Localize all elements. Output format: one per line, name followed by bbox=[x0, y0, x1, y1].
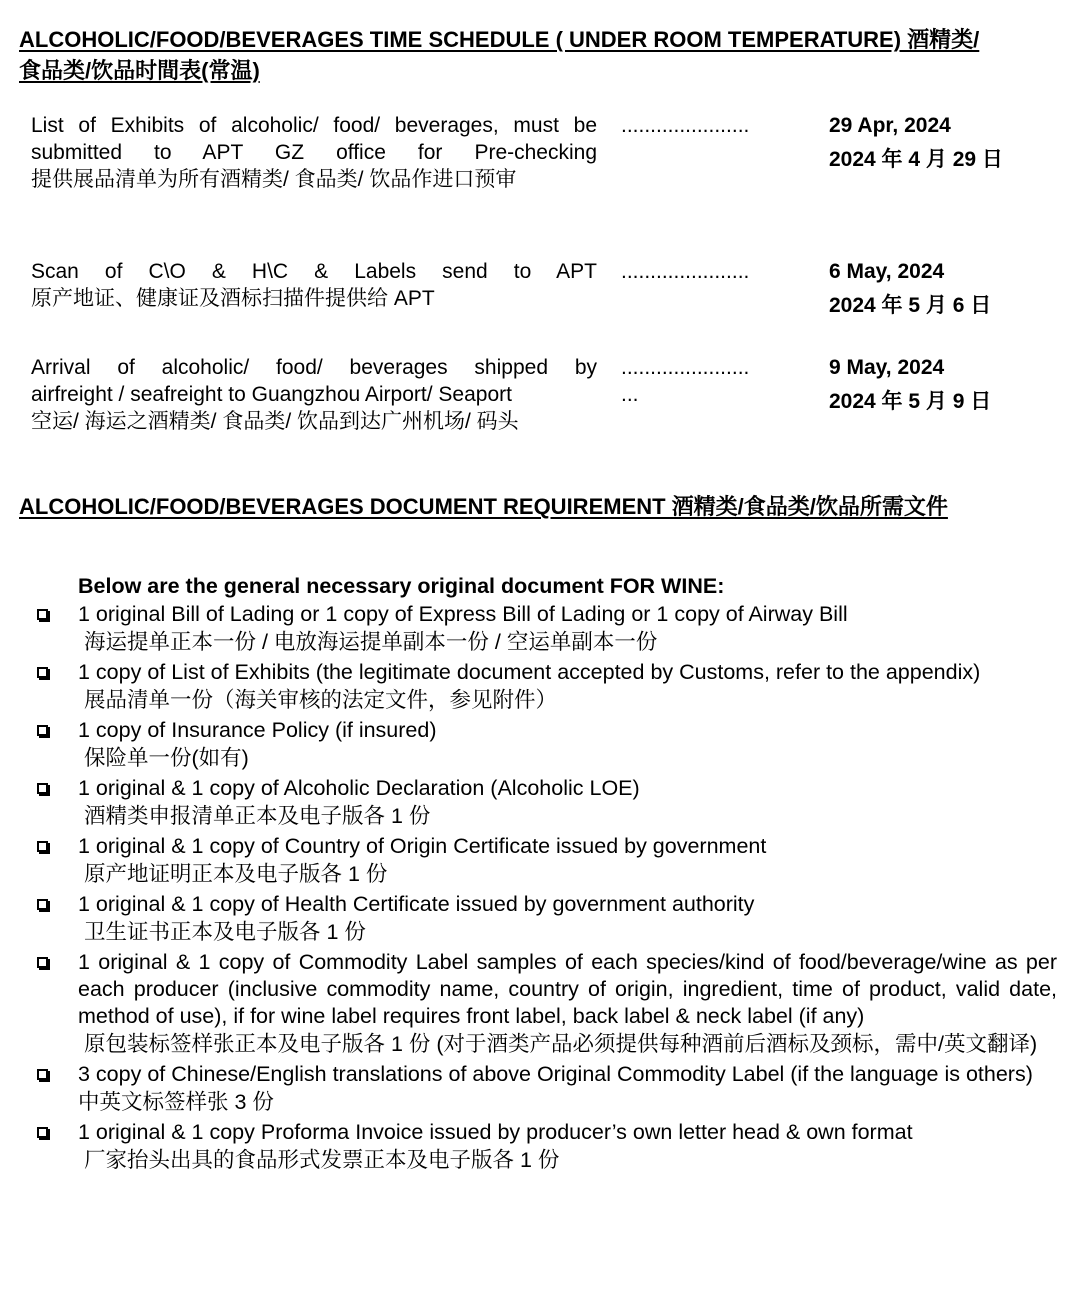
checkbox-icon bbox=[37, 841, 48, 852]
schedule-date bbox=[829, 354, 991, 416]
checkbox-icon bbox=[37, 725, 48, 736]
item-english: 1 original & 1 copy of Commodity Label samples of each species/kind of food/beverage/wine as per each producer (inclusive commodity name, country of origin, ingredient, time of product, valid date, method of use), if for wine label requires front label, back label & neck label (if any) bbox=[78, 950, 1057, 1028]
item-chinese: 原产地证明正本及电子版各 1 份 bbox=[84, 862, 388, 886]
item-english: 1 original & 1 copy of Country of Origin Certificate issued by government bbox=[78, 834, 767, 858]
item-english: 1 original & 1 copy Proforma Invoice issued by producer’s own letter head & own format bbox=[78, 1120, 913, 1144]
row-line: 原产地证、健康证及酒标扫描件提供给 APT bbox=[31, 287, 435, 310]
item-chinese: 卫生证书正本及电子版各 1 份 bbox=[84, 920, 366, 944]
list-item bbox=[37, 775, 1057, 830]
date-cn: 2024 年 4 月 29 日 bbox=[829, 148, 1003, 171]
date-en: 6 May, 2024 bbox=[829, 260, 945, 283]
item-english: 1 copy of Insurance Policy (if insured) bbox=[78, 718, 437, 742]
schedule-heading-line1: ALCOHOLIC/FOOD/BEVERAGES TIME SCHEDULE ( UNDER ROOM TEMPERATURE) 酒精类/ bbox=[19, 27, 980, 52]
item-chinese: 保险单一份(如有) bbox=[84, 746, 249, 770]
date-en: 29 Apr, 2024 bbox=[829, 114, 951, 137]
leader-dots: ...................... bbox=[621, 260, 750, 283]
requirements-intro: Below are the general necessary original document FOR WINE: bbox=[78, 574, 725, 598]
list-item bbox=[37, 717, 1057, 772]
row-line: List of Exhibits of alcoholic/ food/ beverages, must be bbox=[31, 114, 597, 137]
leader-dots bbox=[621, 354, 791, 408]
item-chinese: 展品清单一份（海关审核的法定文件，参见附件） bbox=[84, 688, 558, 712]
item-english: 1 original Bill of Lading or 1 copy of Express Bill of Lading or 1 copy of Airway Bill bbox=[78, 602, 848, 626]
row-line: 提供展品清单为所有酒精类/ 食品类/ 饮品作进口预审 bbox=[31, 168, 517, 191]
schedule-row-description bbox=[31, 112, 597, 193]
checkbox-icon bbox=[37, 957, 48, 968]
checkbox-icon bbox=[37, 1069, 48, 1080]
schedule-row-description bbox=[31, 258, 597, 312]
checkbox-icon bbox=[37, 667, 48, 678]
list-item bbox=[37, 1061, 1057, 1116]
leader-dots: ...................... bbox=[621, 114, 750, 137]
date-en: 9 May, 2024 bbox=[829, 356, 945, 379]
list-item bbox=[37, 1119, 1057, 1174]
item-english: 1 original & 1 copy of Alcoholic Declaration (Alcoholic LOE) bbox=[78, 776, 640, 800]
checkbox-icon bbox=[37, 1127, 48, 1138]
list-item bbox=[37, 659, 1057, 714]
checkbox-icon bbox=[37, 609, 48, 620]
list-item bbox=[37, 891, 1057, 946]
item-english: 3 copy of Chinese/English translations of above Original Commodity Label (if the language is others) bbox=[78, 1062, 1033, 1086]
item-chinese: 酒精类申报清单正本及电子版各 1 份 bbox=[84, 804, 431, 828]
item-english: 1 original & 1 copy of Health Certificate issued by government authority bbox=[78, 892, 755, 916]
row-line: Scan of C\O & H\C & Labels send to APT bbox=[31, 260, 597, 283]
leader-dots-line: ... bbox=[621, 383, 639, 406]
schedule-date bbox=[829, 258, 991, 320]
schedule-date bbox=[829, 112, 1003, 174]
row-line: submitted to APT GZ office for Pre-checking bbox=[31, 141, 597, 164]
list-item bbox=[37, 601, 1057, 656]
schedule-heading bbox=[19, 24, 1064, 86]
requirements-list bbox=[37, 601, 1057, 1177]
checkbox-icon bbox=[37, 783, 48, 794]
item-chinese: 中英文标签样张 3 份 bbox=[78, 1090, 274, 1114]
checkbox-icon bbox=[37, 899, 48, 910]
item-chinese: 厂家抬头出具的食品形式发票正本及电子版各 1 份 bbox=[84, 1148, 560, 1172]
row-line: 空运/ 海运之酒精类/ 食品类/ 饮品到达广州机场/ 码头 bbox=[31, 410, 519, 433]
list-item bbox=[37, 833, 1057, 888]
requirements-heading: ALCOHOLIC/FOOD/BEVERAGES DOCUMENT REQUIREMENT 酒精类/食品类/饮品所需文件 bbox=[19, 494, 948, 519]
item-chinese: 原包装标签样张正本及电子版各 1 份 (对于酒类产品必须提供每种酒前后酒标及颈标，需中/英文翻译) bbox=[84, 1032, 1038, 1056]
row-line: airfreight / seafreight to Guangzhou Airport/ Seaport bbox=[31, 383, 512, 406]
leader-dots-line: ...................... bbox=[621, 356, 750, 379]
schedule-row-description bbox=[31, 354, 597, 435]
item-chinese: 海运提单正本一份 / 电放海运提单副本一份 / 空运单副本一份 bbox=[84, 630, 658, 654]
list-item bbox=[37, 949, 1057, 1058]
item-english: 1 copy of List of Exhibits (the legitimate document accepted by Customs, refer to the appendix) bbox=[78, 660, 981, 684]
date-cn: 2024 年 5 月 6 日 bbox=[829, 294, 992, 317]
schedule-heading-line2: 食品类/饮品时間表(常温) bbox=[19, 58, 260, 83]
row-line: Arrival of alcoholic/ food/ beverages shipped by bbox=[31, 356, 597, 379]
date-cn: 2024 年 5 月 9 日 bbox=[829, 390, 992, 413]
